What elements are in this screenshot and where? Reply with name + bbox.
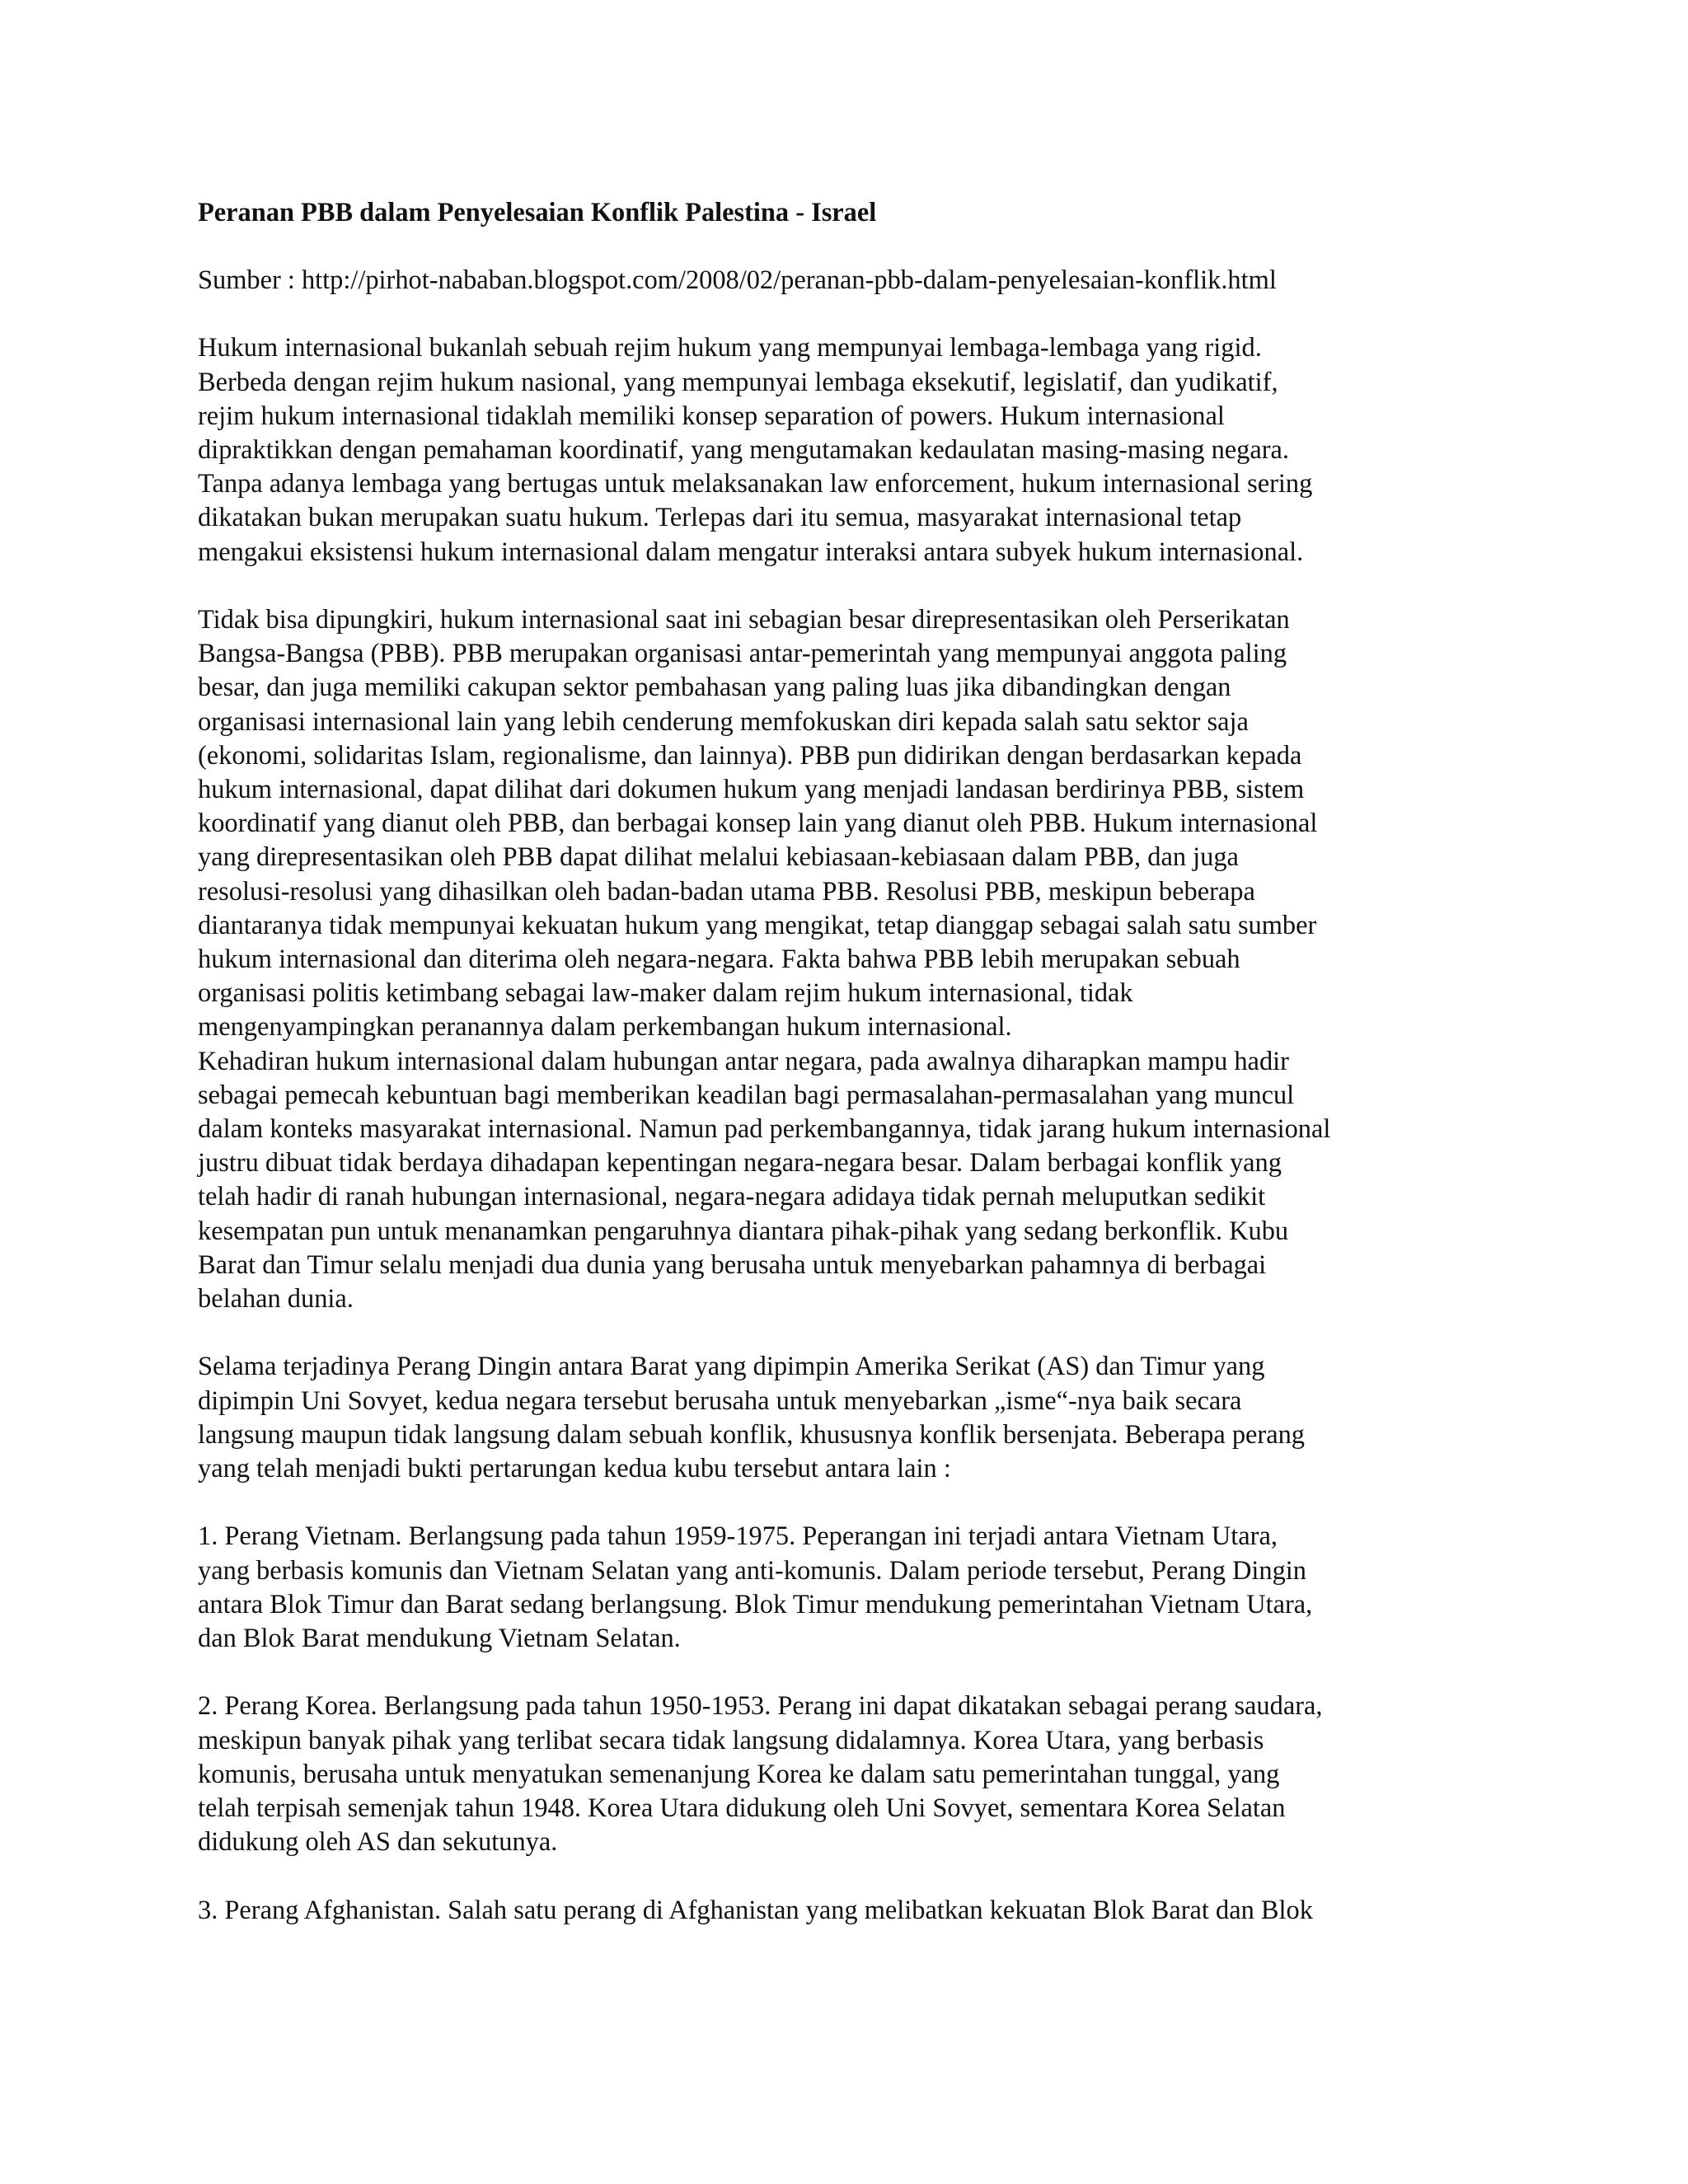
text-line: koordinatif yang dianut oleh PBB, dan berbagai konsep lain yang dianut oleh PBB. Hukum internasional [198, 808, 1318, 839]
text-line: organisasi internasional lain yang lebih cenderung memfokuskan diri kepada salah satu sektor saja [198, 706, 1249, 737]
text-line: besar, dan juga memiliki cakupan sektor pembahasan yang paling luas jika dibandingkan dengan [198, 673, 1231, 703]
text-line: Selama terjadinya Perang Dingin antara Barat yang dipimpin Amerika Serikat (AS) dan Timur yang [198, 1352, 1265, 1382]
text-line: dipimpin Uni Sovyet, kedua negara tersebut berusaha untuk menyebarkan „isme“-nya baik secara [198, 1385, 1242, 1416]
text-line: kesempatan pun untuk menanamkan pengaruhnya diantara pihak-pihak yang sedang berkonflik. Kubu [198, 1216, 1289, 1246]
text-line: didukung oleh AS dan sekutunya. [198, 1827, 558, 1858]
paragraph-gap [198, 1656, 1490, 1690]
text-line: (ekonomi, solidaritas Islam, regionalisme, dan lainnya). PBB pun didirikan dengan berdasarkan kepada [198, 740, 1302, 771]
paragraph [198, 1520, 1490, 1656]
paragraph [198, 1894, 1490, 1928]
text-line: Bangsa-Bangsa (PBB). PBB merupakan organisasi antar-pemerintah yang mempunyai anggota paling [198, 639, 1287, 669]
paragraph [198, 603, 1490, 1316]
text-line: Kehadiran hukum internasional dalam hubungan antar negara, pada awalnya diharapkan mampu hadir [198, 1046, 1289, 1076]
document-body [198, 331, 1490, 1927]
document-page [198, 196, 1490, 1928]
text-line: yang telah menjadi bukti pertarungan kedua kubu tersebut antara lain : [198, 1454, 951, 1484]
text-line: meskipun banyak pihak yang terlibat secara tidak langsung didalamnya. Korea Utara, yang berbasis [198, 1725, 1264, 1755]
text-line: sebagai pemecah kebuntuan bagi memberikan keadilan bagi permasalahan-permasalahan yang muncul [198, 1080, 1295, 1110]
text-line: komunis, berusaha untuk menyatukan semenanjung Korea ke dalam satu pemerintahan tunggal, yang [198, 1759, 1280, 1789]
text-line: organisasi politis ketimbang sebagai law-maker dalam rejim hukum internasional, tidak [198, 978, 1133, 1009]
text-line: Barat dan Timur selalu menjadi dua dunia yang berusaha untuk menyebarkan pahamnya di berbagai [198, 1249, 1267, 1280]
paragraph-gap [198, 1486, 1490, 1520]
paragraph [198, 1690, 1490, 1859]
paragraph [198, 1350, 1490, 1486]
text-line: Berbeda dengan rejim hukum nasional, yang mempunyai lembaga eksekutif, legislatif, dan yudikatif, [198, 367, 1278, 397]
text-line: dan Blok Barat mendukung Vietnam Selatan. [198, 1624, 681, 1654]
paragraph-gap [198, 1316, 1490, 1350]
text-line: 3. Perang Afghanistan. Salah satu perang di Afghanistan yang melibatkan kekuatan Blok Barat dan Blok [198, 1895, 1313, 1925]
text-line: belahan dunia. [198, 1284, 354, 1315]
text-line: dipraktikkan dengan pemahaman koordinatif, yang mengutamakan kedaulatan masing-masing negara. [198, 435, 1289, 466]
text-line: hukum internasional dan diterima oleh negara-negara. Fakta bahwa PBB lebih merupakan sebuah [198, 944, 1240, 975]
text-line: Hukum internasional bukanlah sebuah rejim hukum yang mempunyai lembaga-lembaga yang rigid. [198, 333, 1262, 363]
text-line: mengenyampingkan peranannya dalam perkembangan hukum internasional. [198, 1012, 1012, 1043]
text-line: diantaranya tidak mempunyai kekuatan hukum yang mengikat, tetap dianggap sebagai salah satu sumber [198, 910, 1317, 940]
paragraph-gap [198, 569, 1490, 603]
text-line: yang direpresentasikan oleh PBB dapat dilihat melalui kebiasaan-kebiasaan dalam PBB, dan juga [198, 842, 1239, 873]
text-line: langsung maupun tidak langsung dalam sebuah konflik, khususnya konflik bersenjata. Beberapa perang [198, 1419, 1305, 1450]
text-line: telah terpisah semenjak tahun 1948. Korea Utara didukung oleh Uni Sovyet, sementara Korea Selatan [198, 1793, 1286, 1824]
text-line: dalam konteks masyarakat internasional. Namun pad perkembangannya, tidak jarang hukum internasional [198, 1114, 1331, 1145]
text-line: mengakui eksistensi hukum internasional dalam mengatur interaksi antara subyek hukum internasional. [198, 537, 1304, 567]
text-line: 2. Perang Korea. Berlangsung pada tahun 1950-1953. Perang ini dapat dikatakan sebagai perang saudara, [198, 1691, 1323, 1722]
paragraph [198, 331, 1490, 569]
document-title: Peranan PBB dalam Penyelesaian Konflik Palestina - Israel [198, 198, 877, 227]
source-line: Sumber : http://pirhot-nababan.blogspot.com/2008/02/peranan-pbb-dalam-penyelesaian-konflik.html [198, 265, 1277, 296]
text-line: rejim hukum internasional tidaklah memiliki konsep separation of powers. Hukum internasional [198, 401, 1225, 431]
text-line: 1. Perang Vietnam. Berlangsung pada tahun 1959-1975. Peperangan ini terjadi antara Vietnam Utara, [198, 1521, 1278, 1552]
text-line: justru dibuat tidak berdaya dihadapan kepentingan negara-negara besar. Dalam berbagai konflik yang [198, 1148, 1282, 1179]
text-line: hukum internasional, dapat dilihat dari dokumen hukum yang menjadi landasan berdirinya PBB, sistem [198, 775, 1305, 805]
text-line: dikatakan bukan merupakan suatu hukum. Terlepas dari itu semua, masyarakat internasional tetap [198, 503, 1242, 533]
paragraph-gap [198, 1859, 1490, 1893]
text-line: Tidak bisa dipungkiri, hukum internasional saat ini sebagian besar direpresentasikan oleh Perserikatan [198, 605, 1290, 635]
text-line: Tanpa adanya lembaga yang bertugas untuk melaksanakan law enforcement, hukum internasional sering [198, 469, 1313, 499]
text-line: telah hadir di ranah hubungan internasional, negara-negara adidaya tidak pernah meluputkan sedikit [198, 1182, 1266, 1212]
text-line: antara Blok Timur dan Barat sedang berlangsung. Blok Timur mendukung pemerintahan Vietnam Utara, [198, 1589, 1313, 1619]
text-line: yang berbasis komunis dan Vietnam Selatan yang anti-komunis. Dalam periode tersebut, Perang Dingin [198, 1555, 1306, 1586]
text-line: resolusi-resolusi yang dihasilkan oleh badan-badan utama PBB. Resolusi PBB, meskipun beberapa [198, 876, 1255, 907]
